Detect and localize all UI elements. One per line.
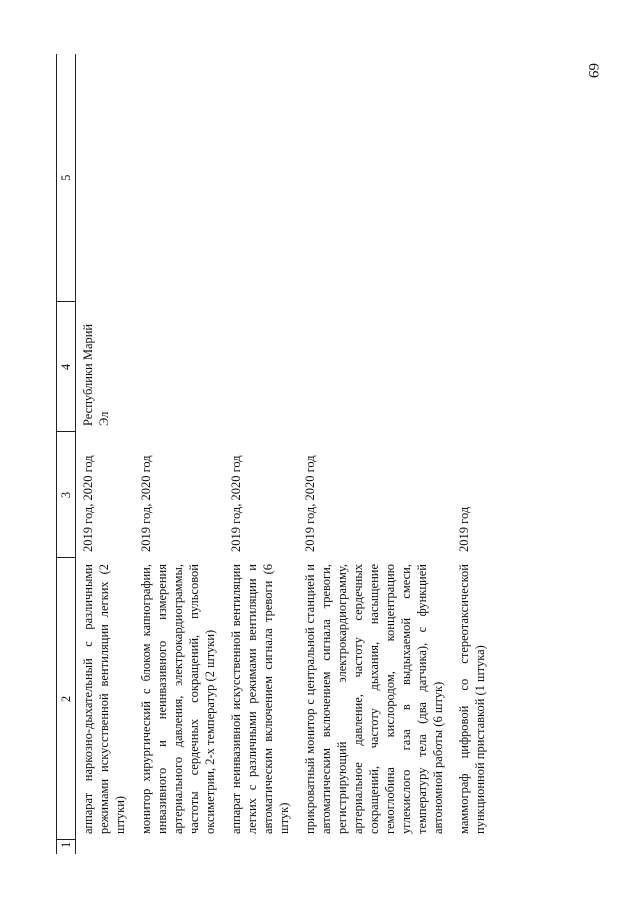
extra-cell — [224, 54, 298, 302]
equipment-description: аппарат неинвазивной искусственной вентиляции легких с различными режимами вентиляции и автоматическим включением сигнала тревоги (6 штук) — [229, 564, 291, 834]
source-cell: Республики Марий Эл — [81, 323, 111, 426]
extra-cell — [298, 54, 452, 302]
document-table — [56, 54, 494, 854]
year-cell: 2019 год, 2020 год — [81, 455, 95, 552]
row-number-cell — [224, 840, 298, 854]
table-row — [134, 54, 224, 854]
equipment-description: монитор хирургический с блоком капнографии, инвазивного и неинвазивного измерения артериального давления, электрокардиограммы, частоты сердечных сокращений, пульсовой оксиметрии, 2-х температур (2 штуки) — [139, 564, 217, 834]
row-number-cell — [298, 840, 452, 854]
header-cell-3: 3 — [57, 432, 76, 558]
equipment-description: аппарат наркозно-дыхательный с различными режимами искусственной вентиляции легких (2 штуки) — [81, 564, 127, 834]
year-cell: 2019 год — [457, 506, 471, 552]
table-row — [224, 54, 298, 854]
table-row — [76, 54, 135, 854]
source-cell — [224, 302, 298, 432]
row-number-cell — [76, 840, 135, 854]
year-cell: 2019 год, 2020 год — [303, 455, 317, 552]
extra-cell — [76, 54, 135, 302]
rotated-table-container — [56, 54, 616, 854]
table-row — [452, 54, 494, 854]
page-number: 69 — [585, 63, 601, 78]
extra-cell — [134, 54, 224, 302]
extra-cell — [452, 54, 494, 302]
equipment-description: прикроватный монитор с центральной станцией и автоматическим включением сигнала тревоги, регистрирующий электрокардиограмму, артериальное давление, частоту сердечных сокращений, частоту дыхания, насыщение гемоглобина кислородом, концентрацию углекислого газа в выдыхаемой смеси, температуру тела (два датчика), с функцией автономной работы (6 штук) — [303, 564, 445, 834]
source-cell — [298, 302, 452, 432]
source-cell — [134, 302, 224, 432]
header-cell-5: 5 — [57, 54, 76, 302]
header-cell-4: 4 — [57, 302, 76, 432]
table-header-row — [57, 54, 76, 854]
header-cell-2: 2 — [57, 558, 76, 840]
header-cell-1: 1 — [57, 840, 76, 854]
equipment-description: маммограф цифровой со стереотаксической пункционной приставкой (1 штука) — [457, 564, 487, 834]
table-row — [298, 54, 452, 854]
row-number-cell — [452, 840, 494, 854]
row-number-cell — [134, 840, 224, 854]
year-cell: 2019 год, 2020 год — [139, 455, 153, 552]
year-cell: 2019 год, 2020 год — [229, 455, 243, 552]
source-cell — [452, 302, 494, 432]
